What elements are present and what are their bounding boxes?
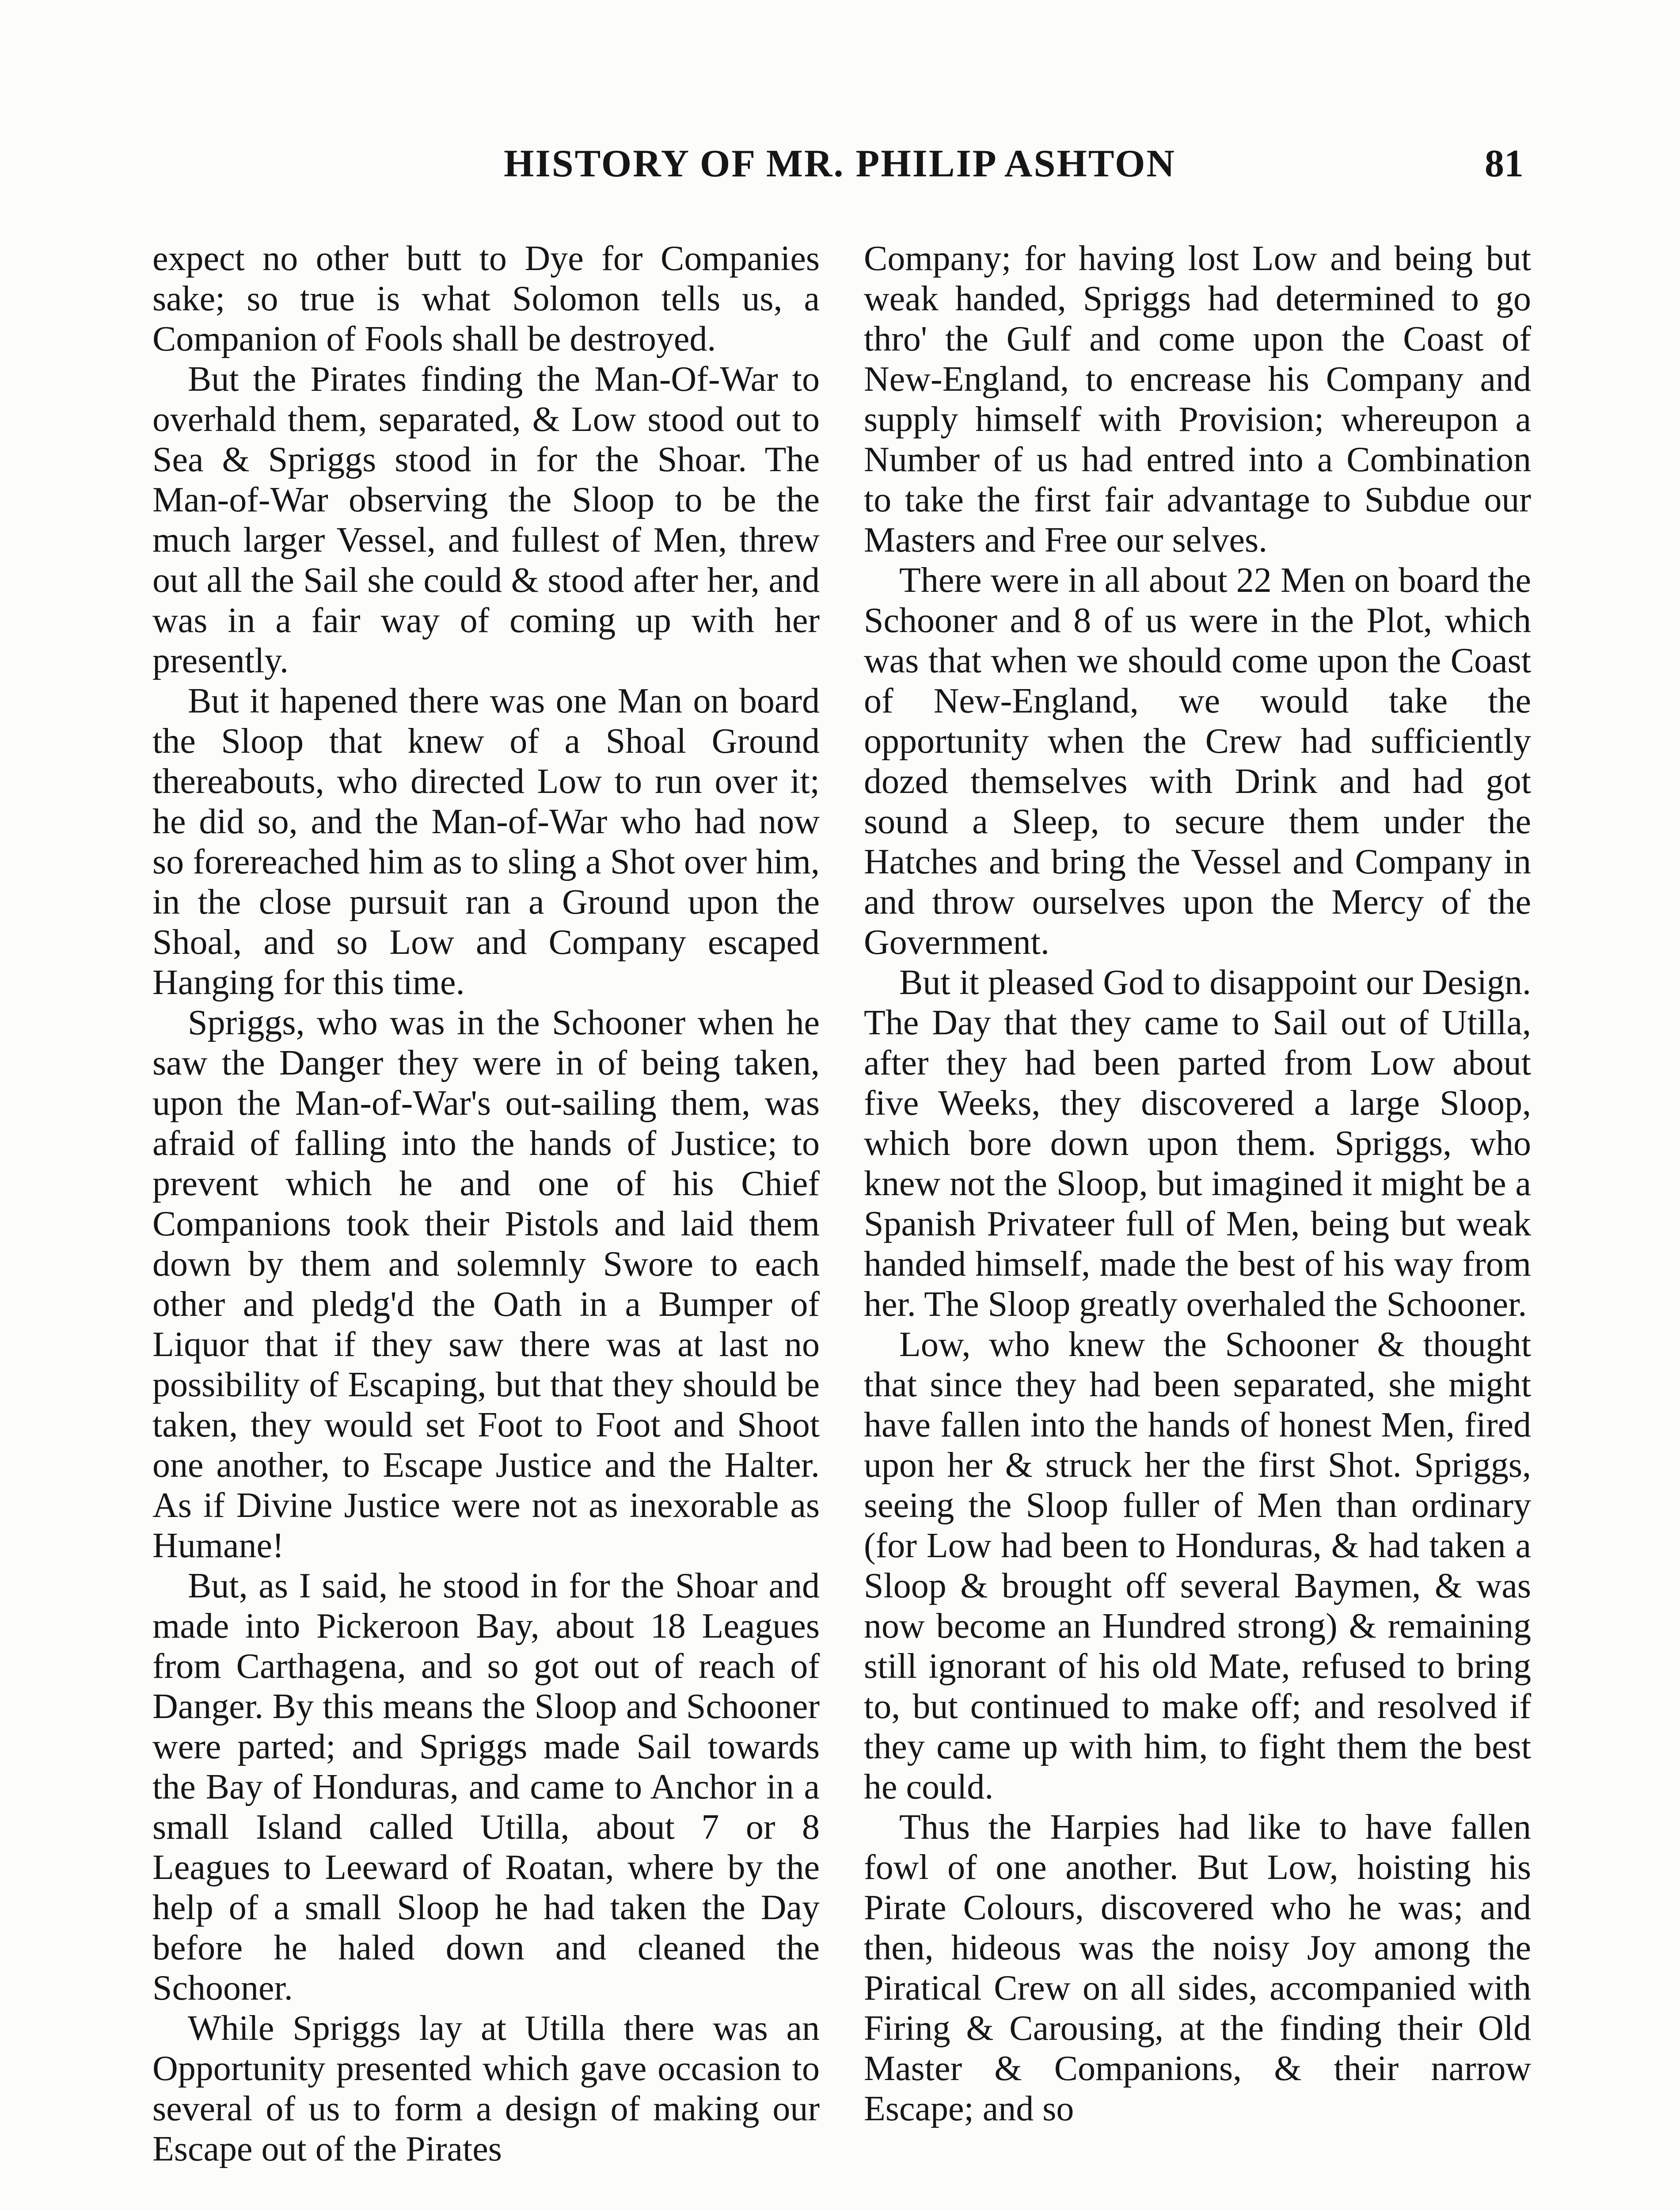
- paragraph: But the Pirates finding the Man-Of-War to overhald them, separated, & Low stood out to Sea & Spriggs stood in for the Shoar. The Man-of-War observing the Sloop to be the much larger Vessel, and fullest of Men, threw out all the Sail she could & stood after her, and was in a fair way of coming up with her presently.: [152, 360, 820, 680]
- paragraph: Low, who knew the Schooner & thought that since they had been separated, she might have fallen into the hands of honest Men, fired upon her & struck her the first Shot. Spriggs, seeing the Sloop fuller of Men than ordinary (for Low had been to Honduras, & had taken a Sloop & brought off several Baymen, & was now become an Hundred strong) & remaining still ignorant of his old Mate, refused to bring to, but continued to make off; and resolved if they came up with him, to fight them the best he could.: [864, 1325, 1531, 1806]
- paragraph: Spriggs, who was in the Schooner when he saw the Danger they were in of being taken, upon the Man-of-War's out-sailing them, was afraid of falling into the hands of Justice; to prevent which he and one of his Chief Companions took their Pistols and laid them down by them and solemnly Swore to each other and pledg'd the Oath in a Bumper of Liquor that if they saw there was at last no possibility of Escaping, but that they should be taken, they would set Foot to Foot and Shoot one another, to Escape Justice and the Halter. As if Divine Justice were not as inexorable as Humane!: [152, 1003, 820, 1565]
- paragraph: But it pleased God to disappoint our Design. The Day that they came to Sail out of Utilla, after they had been parted from Low about five Weeks, they discovered a large Sloop, which bore down upon them. Spriggs, who knew not the Sloop, but imagined it might be a Spanish Privateer full of Men, being but weak handed himself, made the best of his way from her. The Sloop greatly overhaled the Schooner.: [864, 963, 1531, 1324]
- left-column: [152, 239, 820, 2210]
- page-header: [0, 141, 1680, 203]
- paragraph: expect no other butt to Dye for Companies sake; so true is what Solomon tells us, a Companion of Fools shall be destroyed.: [152, 239, 820, 358]
- paragraph: But it hapened there was one Man on board the Sloop that knew of a Shoal Ground thereabouts, who directed Low to run over it; he did so, and the Man-of-War who had now so forereached him as to sling a Shot over him, in the close pursuit ran a Ground upon the Shoal, and so Low and Company escaped Hanging for this time.: [152, 682, 820, 1002]
- running-head: HISTORY OF MR. PHILIP ASHTON: [504, 142, 1176, 185]
- paragraph: Thus the Harpies had like to have fallen fowl of one another. But Low, hoisting his Pirate Colours, discovered who he was; and then, hideous was the noisy Joy among the Piratical Crew on all sides, accompanied with Firing & Carousing, at the finding their Old Master & Companions, & their narrow Escape; and so: [864, 1808, 1531, 2128]
- paragraph: There were in all about 22 Men on board the Schooner and 8 of us were in the Plot, which was that when we should come upon the Coast of New-England, we would take the opportunity when the Crew had sufficiently dozed themselves with Drink and had got sound a Sleep, to secure them under the Hatches and bring the Vessel and Company in and throw ourselves upon the Mercy of the Government.: [864, 561, 1531, 962]
- right-column: [864, 239, 1531, 2210]
- page-number: 81: [1485, 142, 1524, 185]
- paragraph: While Spriggs lay at Utilla there was an Opportunity presented which gave occasion to several of us to form a design of making our Escape out of the Pirates: [152, 2009, 820, 2168]
- paragraph: But, as I said, he stood in for the Shoar and made into Pickeroon Bay, about 18 Leagues from Carthagena, and so got out of reach of Danger. By this means the Sloop and Schooner were parted; and Spriggs made Sail towards the Bay of Honduras, and came to Anchor in a small Island called Utilla, about 7 or 8 Leagues to Leeward of Roatan, where by the help of a small Sloop he had taken the Day before he haled down and cleaned the Schooner.: [152, 1566, 820, 2008]
- paragraph: Company; for having lost Low and being but weak handed, Spriggs had determined to go thro' the Gulf and come upon the Coast of New-England, to encrease his Company and supply himself with Provision; whereupon a Number of us had entred into a Combination to take the first fair advantage to Subdue our Masters and Free our selves.: [864, 239, 1531, 560]
